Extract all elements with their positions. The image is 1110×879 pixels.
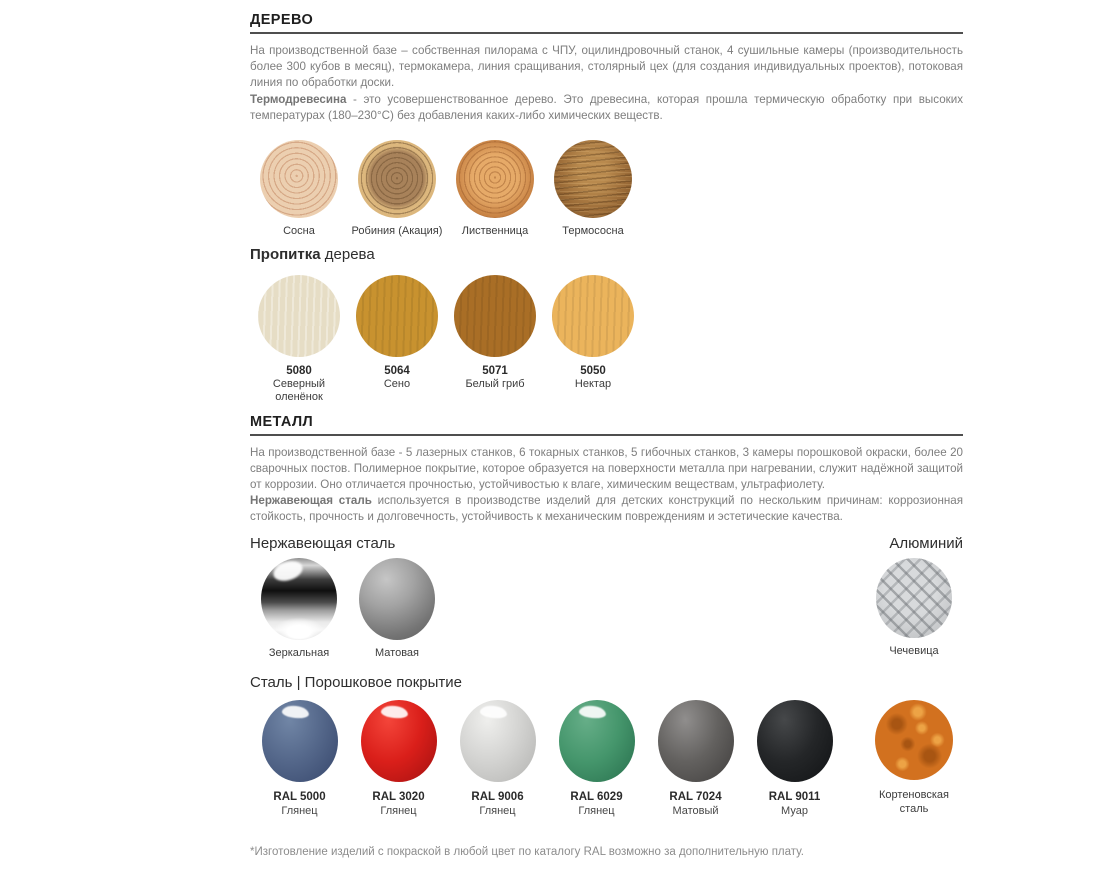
impregnation-title-bold: Пропитка (250, 245, 321, 263)
wood-type-thermo-pine (544, 140, 642, 239)
aluminum-lentil-label: Чечевица (889, 644, 939, 657)
ral5000-code: RAL 5000 (273, 791, 326, 804)
impregnation-swatch-5064 (356, 275, 438, 357)
impregnation-title-rest: дерева (320, 245, 375, 263)
mirror-steel-ball-image (261, 558, 337, 640)
wood-paragraph-2-lead: Термодревесина (250, 92, 347, 106)
powder-item-ral9011 (745, 700, 844, 818)
ral7024-ball-image (658, 700, 734, 782)
impregnation-swatch-5071 (454, 275, 536, 357)
impregnation-name-5080: Северный оленёнок (272, 377, 326, 404)
powder-item-ral9006 (448, 700, 547, 818)
powder-item-ral5000 (250, 700, 349, 818)
ral3020-code: RAL 3020 (372, 791, 425, 804)
impregnation-row (250, 275, 963, 405)
ral-footnote: *Изготовление изделий с покраской в любой цвет по каталогу RAL возможно за дополнительную плату. (250, 846, 804, 859)
wood-section-title: ДЕРЕВО (250, 12, 314, 28)
ral5000-finish: Глянец (281, 805, 318, 818)
larch-label: Лиственница (461, 225, 529, 238)
impregnation-item-5064 (348, 275, 446, 392)
impregnation-swatch-5050 (552, 275, 634, 357)
wood-type-pine (250, 140, 348, 239)
stainless-item-mirror (250, 558, 348, 661)
metal-section-title: МЕТАЛЛ (250, 413, 314, 430)
wood-paragraph-2 (250, 92, 963, 124)
ral7024-finish: Матовый (672, 805, 719, 818)
impregnation-code-5050: 5050 (580, 364, 606, 377)
page-content (250, 12, 963, 858)
powder-coating-title: Сталь | Порошковое покрытие (250, 674, 462, 692)
thermo-pine-label: Термососна (562, 225, 624, 238)
wood-section (250, 12, 963, 405)
metal-section-divider (250, 434, 963, 436)
pine-label: Сосна (283, 225, 315, 238)
robinia-slice-image (358, 140, 436, 218)
ral9011-finish: Муар (781, 805, 808, 818)
wood-paragraph-1: На производственной базе – собственная пилорама с ЧПУ, оцилиндровочный станок, 4 сушильные камеры (производительность более 300 кубов в месяц), термокамера, линия сращивания, столярный цех (для создания индивидуальных проектов), потоковая линия по обработки доски. (250, 44, 963, 90)
corten-steel-label: Кортеновская сталь (879, 789, 949, 815)
impregnation-name-5050: Нектар (574, 377, 612, 390)
thermo-pine-image (554, 140, 632, 218)
ral3020-finish: Глянец (380, 805, 417, 818)
ral5000-ball-image (262, 700, 338, 782)
wood-paragraph-2-rest: - это усовершенствованное дерево. Это древесина, которая прошла термическую обработку при высоких температурах (180–230°С) без добавления каких-либо химических веществ. (250, 92, 963, 122)
powder-item-ral3020 (349, 700, 448, 818)
ral9006-code: RAL 9006 (471, 791, 524, 804)
ral6029-ball-image (559, 700, 635, 782)
wood-type-larch (446, 140, 544, 239)
stainless-title: Нержавеющая сталь (250, 534, 396, 552)
powder-coating-row (250, 700, 963, 818)
impregnation-name-5064: Сено (383, 377, 411, 390)
wood-section-divider (250, 32, 963, 34)
ral9011-code: RAL 9011 (768, 791, 821, 804)
ral3020-ball-image (361, 700, 437, 782)
impregnation-name-5071: Белый гриб (465, 377, 525, 390)
metal-section (250, 414, 963, 859)
aluminum-item-lentil (865, 558, 963, 659)
ral7024-code: RAL 7024 (669, 791, 722, 804)
mirror-steel-label: Зеркальная (268, 646, 330, 659)
aluminum-title: Алюминий (889, 534, 963, 552)
impregnation-item-5050 (544, 275, 642, 392)
ral6029-finish: Глянец (578, 805, 615, 818)
metal-paragraph-2-lead: Нержавеющая сталь (250, 494, 372, 508)
powder-item-corten (865, 700, 963, 816)
ral6029-code: RAL 6029 (570, 791, 623, 804)
larch-slice-image (456, 140, 534, 218)
impregnation-swatch-5080 (258, 275, 340, 357)
matte-steel-ball-image (359, 558, 435, 640)
ral9006-ball-image (460, 700, 536, 782)
wood-types-row (250, 140, 963, 239)
stainless-item-matte (348, 558, 446, 661)
impregnation-item-5071 (446, 275, 544, 392)
powder-item-ral7024 (646, 700, 745, 818)
matte-steel-label: Матовая (375, 646, 419, 659)
robinia-label: Робиния (Акация) (351, 225, 443, 238)
impregnation-item-5080 (250, 275, 348, 405)
stainless-aluminum-headers (250, 535, 963, 552)
aluminum-diamond-plate-image (876, 558, 952, 638)
stainless-aluminum-row (250, 558, 963, 661)
impregnation-code-5071: 5071 (482, 364, 508, 377)
pine-slice-image (260, 140, 338, 218)
impregnation-code-5064: 5064 (384, 364, 410, 377)
wood-type-robinia (348, 140, 446, 239)
impregnation-code-5080: 5080 (286, 364, 312, 377)
metal-paragraph-2 (250, 493, 963, 525)
metal-paragraph-1: На производственной базе - 5 лазерных станков, 6 токарных станков, 5 гибочных станков, 3 камеры порошковой окраски, более 20 сварочных постов. Полимерное покрытие, которое образуется на поверхности металла при нагревании, служит надёжной защитой от коррозии. Оно отличается прочностью, устойчивостью к влаге, химическим веществам, ультрафиолету. (250, 445, 963, 491)
impregnation-title (250, 246, 963, 263)
ral9011-ball-image (757, 700, 833, 782)
metal-paragraph-2-rest: используется в производстве изделий для детских конструкций по нескольким причинам: коррозионная стойкость, прочность и долговечность, устойчивость к механическим повреждениям и эстетические качества. (250, 494, 963, 524)
powder-item-ral6029 (547, 700, 646, 818)
ral9006-finish: Глянец (479, 805, 516, 818)
corten-steel-image (875, 700, 953, 780)
